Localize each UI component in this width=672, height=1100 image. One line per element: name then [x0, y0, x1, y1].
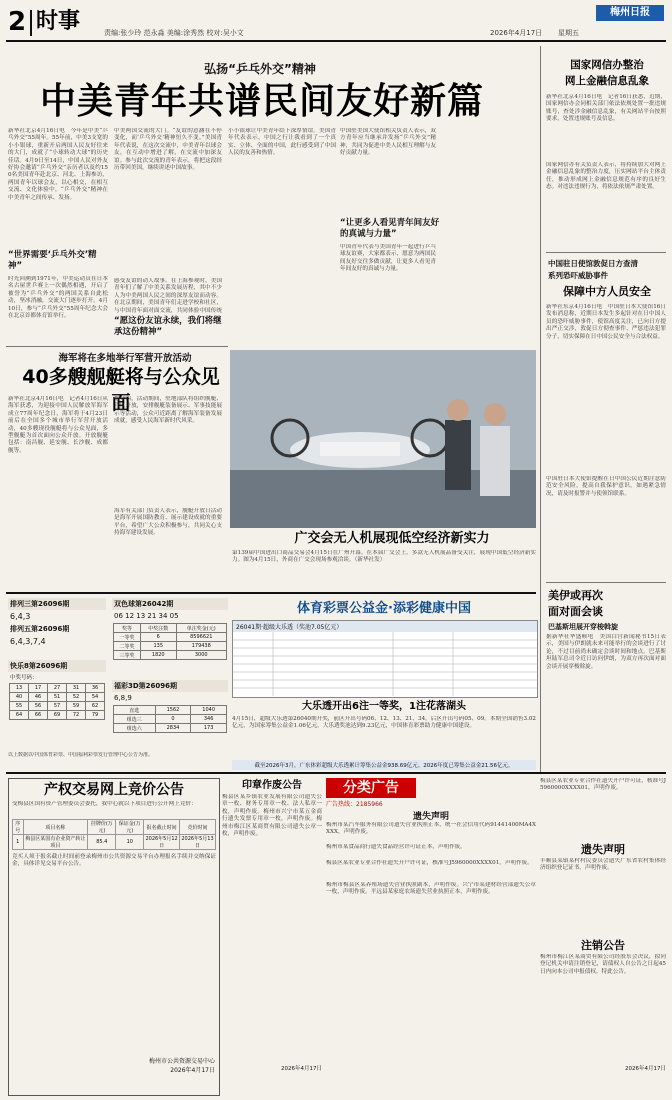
lottery-result-headline: 大乐透开出6注一等奖，1注花落湖头: [302, 701, 466, 712]
mid-rule: [6, 592, 536, 594]
auction-row: 1 梅县区某国有企业资产转让项目 85.4 10 2026年5月12日 2026年5月13日: [13, 835, 216, 850]
right-story3-body: 据新华社华盛顿电 美国白宫新闻秘书15日表示，美国与伊朗就未来可能举行的会谈进行了讨论，不过目前尚未确定会谈时间和地点。巴基斯坦陆军总司令近日访问伊朗，为双方再次面对面会谈开展穿梭斡旋。: [546, 634, 666, 670]
lead-body-col5: 中国驻美国大使馆相关负责人表示，双方青年应当继承并发扬“乒乓外交”精神，共同为促进中美人民相互理解与友好贡献力量。: [340, 128, 436, 157]
fc3d-row: 直选 1562 1040: [114, 706, 227, 715]
auction-body: 竞买人须于报名截止时间前登录梅州市公共资源交易平台办理报名手续并交纳保证金，具体详见交易平台公告。: [12, 854, 216, 868]
kl8-box: [8, 660, 106, 750]
kl8-row: 64 66 69 72 79: [10, 711, 105, 720]
lead-headline: 中美青年共谱民间友好新篇: [40, 81, 485, 122]
ssq-row: 三等奖 1820 3000: [114, 651, 227, 660]
seal-notice: [222, 778, 322, 1094]
classified-item: 梅县区某农业专业合作社遗失开户许可证，核准号J5960000XXXX01，声明作废。: [326, 860, 533, 866]
masthead: [0, 0, 672, 42]
right-story3-headline-a: 美伊或再次: [548, 589, 603, 602]
auction-table: [12, 819, 216, 850]
issue-date: 2026年4月17日: [490, 29, 543, 37]
navy-body-col3: 海军有关部门负责人表示，舰艇开放日活动是海军开展国防教育、展示建设成就的重要平台，希望广大公众积极参与，共同关心支持海军建设发展。: [114, 508, 222, 537]
section-title: 时事: [36, 9, 81, 34]
editors-line: 责编:张少玲 范永淼 美编:涂秀然 校对:吴小文: [104, 29, 244, 37]
ssq-row: 一等奖 6 8596621: [114, 633, 227, 642]
auction-ad: [8, 778, 220, 1096]
fc3d-title: 福彩3D第26096期: [112, 680, 228, 692]
lead-subhead-3: “让更多人看见青年间友好的真诚与力量”: [340, 218, 440, 239]
fc3d-table: [113, 705, 227, 733]
fc3d-numbers: 6,8,9: [114, 694, 132, 702]
seal-notice-body: 梅县区某乡镇农业发展有限公司遗失公章一枚、财务专用章一枚、法人私章一枚，声明作废。梅州市兴宁市某五金商行遗失发票专用章一枚，声明作废。梅州市梅江区某商贸有限公司遗失公章一枚，声明作废。: [222, 794, 322, 838]
lead-body-col1: 新华社北京4月16日电 今年是中美“乒乓外交”55周年。55年前，中美3支宽的小小银球，重新开启两国人民友好往来的大门，成就了“小球转动大球”的历史佳话。4月9日至14日，中国人民对外友好协会邀请“乒乓外交”亲历者以及约150名美国青年赴北京、河北、上海参访，两国青年以球会友，以心相交，在相互交流、文化体验中，“乒乓外交”精神在中美青年之间传承、发扬。: [8, 128, 108, 201]
kl8-row: 13 17 27 31 36: [10, 684, 105, 693]
classified-item-title: 遗失声明: [412, 812, 449, 822]
ssq-head-row: 奖等 中奖注数 单注奖金(元): [114, 624, 227, 633]
right-rule1: [546, 252, 666, 253]
right-story3-headline-b: 面对面会谈: [548, 605, 603, 618]
lottery-footer: 截至2026年3月，广东体彩超级大乐透累计筹集公益金938.69亿元。2026年度已筹集公益金21.56亿元。: [232, 760, 536, 770]
auction-contact: 梅州市公共资源交易中心: [148, 1058, 215, 1065]
navy-kicker: 海军将在多地举行军营开放活动: [58, 353, 192, 364]
classified-more: 梅州市梅县区某养殖场遗失营业执照副本，声明作废。兴宁市某建材经营部遗失公章一枚，声明作废。平远县某家庭农场遗失营业执照正本，声明作废。: [326, 882, 536, 896]
kl8-title: 快乐8第26096期: [8, 660, 106, 672]
pl5-numbers: 6,4,3,7,4: [10, 637, 46, 646]
cancel-notice-title: 注销公告: [581, 939, 625, 952]
issue-weekday: 星期五: [558, 29, 579, 37]
lead-kicker: 弘扬“乒乓外交”精神: [204, 62, 316, 76]
draws-footnote: 以上数据以中国体育彩票、中国福利彩票发行管理中心公告为准。: [8, 752, 154, 758]
lost-notice-title: 遗失声明: [581, 843, 625, 856]
page-number: 2: [8, 7, 27, 37]
lottery-grid: [232, 620, 538, 698]
ssq-box: [112, 598, 228, 676]
ssq-title: 双色球第26042期: [112, 598, 228, 610]
lottery-title: 体育彩票公益金·添彩健康中国: [297, 601, 471, 616]
ssq-numbers: 06 12 13 21 34 05: [114, 612, 179, 620]
right-story2-body: 新华社东京4月16日电 中国驻日本大使馆16日发布消息称，近期日本发生多起针对在日中国人员的恐吓威胁事件，使馆高度关注，已向日方提出严正交涉，敦促日方彻查事件、严惩违法犯罪分子，切实保障在日中国公民安全与合法权益。: [546, 304, 666, 340]
lead-body-col3: 感受友谊的动人故事。在上海参观时，美国青年们了解了中美关系发展历程，其中不少人为中美两国人民之间的深厚友谊而动容。在北京期间，美国青年们走进学校和社区，与中国青年面对面交流，共同体验中国传统: [114, 278, 222, 314]
right-story2-kicker2: 系列恐吓威胁事件: [548, 271, 608, 280]
lead-subhead-1: “世界需要‘乒乓外交’精神”: [8, 250, 97, 271]
right-story1-headline-a: 国家网信办整治: [570, 59, 644, 71]
auction-title: 产权交易网上竞价公告: [44, 782, 184, 798]
right-bottom-notices: [540, 778, 666, 1094]
navy-headline: 40多艘舰艇将与公众见面: [22, 366, 220, 414]
lottery-body: 4月15日，超级大乐透第26040期开奖，前区开出号码06、12、13、21、34，后区开出号码05、09。本期全国销售3.02亿元，为国家筹集公益金1.06亿元。大乐透奖池达到9.23亿元，中国体育彩票助力健康中国建设。: [232, 716, 536, 730]
classified-item: 梅州市某食品商行遗失食品经营许可证正本，声明作废。: [326, 844, 466, 850]
auction-head-row: 序号 项目名称 挂牌价(万元) 保证金(万元) 报名截止时间 竞价时间: [13, 820, 216, 835]
kl8-row: 40 46 51 52 54: [10, 693, 105, 702]
seal-notice-title: 印章作废公告: [242, 780, 302, 791]
classified-item: 梅州市某汽车服务有限公司遗失营业执照正本，统一社会信用代码91441400MA4XXXX，声明作废。: [326, 822, 536, 836]
right-story1-headline-b: 网上金融信息乱象: [565, 75, 649, 87]
masthead-divider: [30, 10, 32, 36]
auction-date: 2026年4月17日: [170, 1067, 215, 1074]
navy-body-col1: 新华社北京4月16日电 记者4月16日从海军获悉，为迎接中国人民解放军海军成立77周年纪念日，海军将于4月23日前后在全国多个城市举行军营开放活动，40多艘现役舰艇将与公众见面，多型舰艇为首次面向公众开放。开放舰艇包括：南昌舰、延安舰、长沙舰、成都舰等。: [8, 396, 108, 454]
fc3d-box: [112, 680, 228, 750]
pl3-box: [8, 598, 106, 658]
classified-hotline: 广告热线：2185966: [326, 801, 383, 808]
right-bottom-filler: 梅县区某农业专业合作社遗失开户许可证，核准号J5960000XXXX01，声明作废。: [540, 778, 666, 792]
lead-body-col2: 中美两国交流的大门。“友谊的意涵在不停变化，而‘乒乓外交’精神恒久不变。”美国青年代表说，在这次交流中，中美青年以球会友，在互动中增进了解，在交流中加深友谊。参与此次交流的青年表示，将把这段经历带回美国，继续讲述中国故事。: [114, 128, 222, 172]
right-rule2: [546, 582, 666, 583]
lost-notice-body: 丰顺县某镇某村村民委员会遗失广东省农村集体经济组织登记证书，声明作废。: [540, 858, 666, 872]
seal-notice-date: 2026年4月17日: [281, 1066, 322, 1072]
pl3-title: 排列三第26096期: [8, 598, 106, 610]
classified-ads: [326, 778, 536, 1094]
photo-caption-title: 广交会无人机展现低空经济新实力: [294, 531, 490, 546]
masthead-rule: [6, 40, 666, 42]
lead-subhead-2: “愿这份友谊永续，我们将继承这份精神”: [114, 316, 222, 337]
right-story2-headline: 保障中方人员安全: [563, 285, 651, 298]
drone-expo-photo: [230, 350, 536, 528]
auction-intro: 受梅县区国有资产管理委员会委托，我中心就以下项目进行公开网上竞价：: [12, 801, 197, 807]
kl8-row: 55 56 57 59 62: [10, 702, 105, 711]
navy-body-col2: 据介绍，活动期间，驻地部队将组织舰艇、营区开放，安排舰艇装备展示、军事技能展示等活动，公众可近距离了解海军装备发展成就，感受人民海军新时代风采。: [114, 396, 222, 425]
lead-bottom-rule: [6, 346, 228, 347]
lottery-grid-lines: [233, 632, 537, 696]
right-col-rule: [540, 46, 541, 772]
lead-body-col1b: 时光回溯到1971年，中美运动员在日本名古屋世乒赛上一次偶然相遇，开启了被誉为“乒乓外交”的两国关系自此松动，坚冰消融，交流大门逐步打开。4月10日，参与“乒乓外交”55周年纪念大会在北京首都体育馆举行。: [8, 276, 108, 320]
right-story3-subhead: 巴基斯坦展开穿梭斡旋: [548, 623, 618, 631]
right-story1-body: 新华社北京4月16日电 记者16日获悉，近期，国家网信办会同相关部门依法依规处置一批违规账号，查处涉金融信息乱象，有关网站平台按照要求，处置违规账号及信息。: [546, 94, 666, 123]
kl8-sub: 中奖号码：: [10, 675, 38, 681]
pl3-numbers: 6,4,3: [10, 612, 31, 621]
lead-body-col4: 小小银球让中美青年结下深厚情谊。美国青年代表表示，中国之行让我看到了一个真实、立体、全面的中国，此行感受到了中国人民的友善和热情。: [228, 128, 336, 157]
cancel-notice-body: 梅州市梅江区某商贸有限公司经股东会决议，拟向登记机关申请注销登记，请债权人自公告之日起45日内向本公司申报债权。特此公告。: [540, 954, 666, 975]
ssq-table: [113, 623, 227, 660]
fc3d-row: 组选三 0 346: [114, 715, 227, 724]
drone-illustration: [230, 350, 536, 528]
right-story2-kicker: 中国驻日使馆敦促日方查清: [548, 259, 638, 268]
classified-title: 分类广告: [326, 778, 416, 798]
pl5-title: 排列五第26096期: [10, 625, 70, 633]
kl8-table: [9, 683, 105, 720]
cancel-notice-date: 2026年4月17日: [625, 1066, 666, 1072]
paper-logo: 梅州日报: [596, 5, 664, 21]
fc3d-row: 组选六 2834 173: [114, 724, 227, 733]
lead-body-col6: 中国青年代表与美国青年一起进行乒乓球友谊赛，大家都表示，愿意为两国民间友好交往多做贡献，让更多人看见青年间友好的真诚与力量。: [340, 244, 436, 273]
ads-rule: [6, 772, 666, 774]
lottery-grid-title: 26041期·超级大乐透（奖池7.05亿元）: [233, 621, 537, 632]
photo-caption: 第139届中国进出口商品交易会4月15日在广州开幕。在本届广交会上，多款无人机展品备受关注，展现中国低空经济新实力。图为4月15日，外商在广交会现场参观洽谈。（新华社发）: [232, 550, 536, 564]
right-story2-body2: 中国驻日本大使馆提醒在日中国公民近期注意防范安全风险，提高自我保护意识。如遇紧急情况，请及时报警并与使领馆联系。: [546, 476, 666, 497]
ssq-row: 二等奖 135 179438: [114, 642, 227, 651]
right-story1-body2: 国家网信办有关负责人表示，将持续加大对网上金融信息乱象的整治力度，压实网站平台主体责任，推动形成网上金融信息规范有序的良好生态。对违法违规行为，将依法依规严肃处置。: [546, 162, 666, 191]
